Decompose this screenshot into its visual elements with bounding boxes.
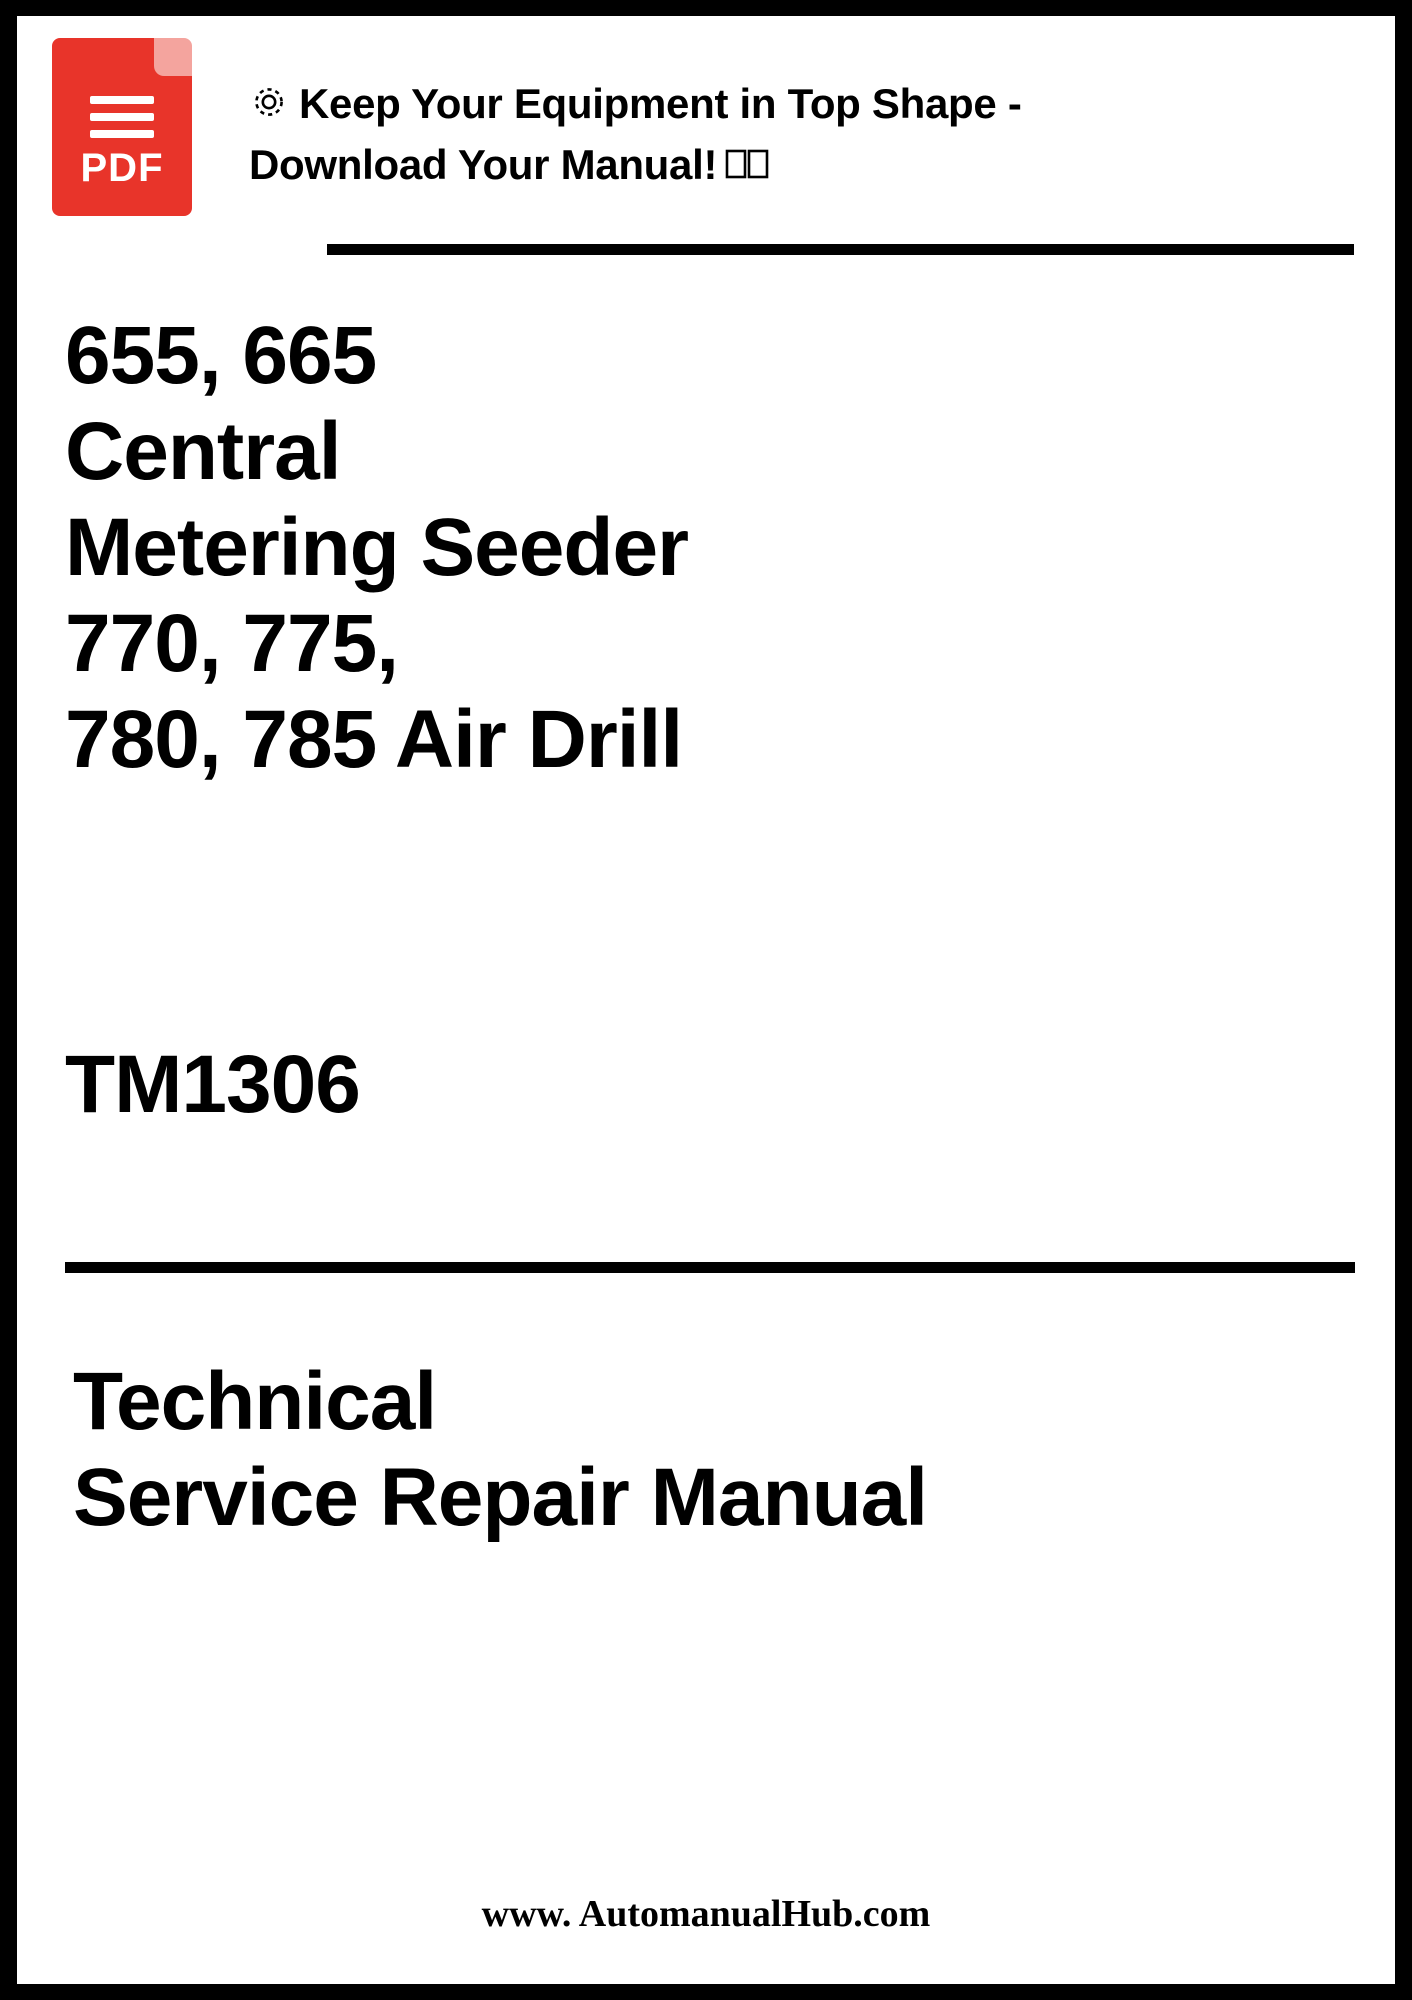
gear-icon — [249, 80, 289, 137]
header-heading — [249, 76, 1355, 196]
pdf-file-icon — [52, 38, 192, 216]
title-line-1: 655, 665 — [65, 310, 377, 401]
document-sheet — [12, 11, 1400, 1989]
title-line-2: Central — [65, 405, 341, 497]
pdf-icon-lines — [90, 96, 154, 147]
footer-website: www. AutomanualHub.com — [481, 1893, 931, 1935]
product-title — [65, 308, 1345, 788]
pdf-icon-label: PDF — [80, 146, 164, 190]
model-code: TM1306 — [65, 1039, 360, 1130]
header-line-2: Download Your Manual! — [249, 140, 718, 188]
header-line-1: Keep Your Equipment in Top Shape - — [299, 80, 1022, 127]
divider-top — [327, 244, 1354, 255]
subtitle-line-1: Technical — [73, 1356, 437, 1447]
model-code-block — [65, 1038, 360, 1132]
open-book-icon — [725, 140, 769, 197]
divider-middle — [65, 1262, 1355, 1273]
manual-subtitle — [73, 1354, 1353, 1546]
pdf-icon-fold — [154, 38, 192, 76]
title-line-5: 780, 785 Air Drill — [65, 693, 683, 785]
title-line-3: Metering Seeder — [65, 501, 688, 593]
title-line-4: 770, 775, — [65, 597, 398, 689]
subtitle-line-2: Service Repair Manual — [73, 1451, 928, 1543]
header — [17, 16, 1395, 266]
